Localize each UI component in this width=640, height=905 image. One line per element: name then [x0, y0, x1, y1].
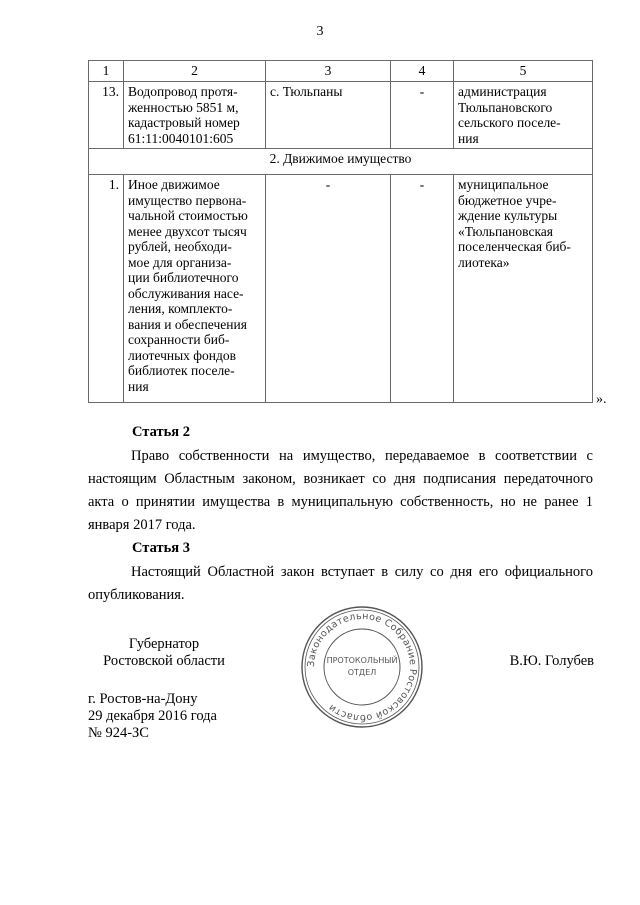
table-row	[89, 82, 593, 149]
seal-center-line2: ОТДЕЛ	[347, 668, 377, 677]
section-title: 2. Движимое имущество	[89, 149, 593, 175]
column-header: 1	[89, 61, 124, 82]
article-3-title: Статья 3	[132, 540, 190, 556]
property-col4: -	[391, 175, 454, 403]
table-row	[89, 175, 593, 403]
property-holder: администрация Тюльпановского сельского поселе- ния	[454, 82, 593, 149]
property-name: Иное движимое имущество первона- чальной стоимостью менее двухсот тысяч рублей, необходи- мое для организа- ции библиотечного обслуживания насе- ления, комплекто- вания и обеспечения сохранности биб- лиотечных фондов библиотек поселе- ния	[124, 175, 266, 403]
page-number: 3	[316, 24, 324, 39]
article-2-title: Статья 2	[132, 424, 190, 440]
signatory-name: В.Ю. Голубев	[509, 653, 594, 669]
column-header: 5	[454, 61, 593, 82]
seal-ring-text: Законодательное Собрание Ростовской области	[305, 610, 419, 724]
signatory-title: Губернатор Ростовской области	[103, 636, 225, 669]
property-location: -	[266, 175, 391, 403]
seal-stamp-icon	[297, 602, 427, 732]
property-holder: муниципальное бюджетное учре- ждение культуры «Тюльпановская поселенческая биб- лиотека»	[454, 175, 593, 403]
table-closing-mark: ».	[596, 392, 607, 407]
place-date-block	[88, 691, 217, 742]
table-header-row	[89, 61, 593, 82]
place: г. Ростов-на-Дону	[88, 691, 198, 707]
article-3-text: Настоящий Областной закон вступает в силу со дня его официального опубликования.	[88, 564, 593, 603]
row-number: 13.	[89, 82, 124, 149]
law-number: № 924-ЗС	[88, 725, 149, 741]
section-row	[89, 149, 593, 175]
property-name: Водопровод протя- женностью 5851 м, кадастровый номер 61:11:0040101:605	[124, 82, 266, 149]
seal-center-line1: ПРОТОКОЛЬНЫЙ	[326, 656, 398, 665]
row-number: 1.	[89, 175, 124, 403]
date: 29 декабря 2016 года	[88, 708, 217, 724]
column-header: 4	[391, 61, 454, 82]
property-table	[88, 60, 593, 403]
column-header: 3	[266, 61, 391, 82]
svg-text:Законодательное Собрание Росто	[306, 611, 418, 723]
property-col4: -	[391, 82, 454, 149]
column-header: 2	[124, 61, 266, 82]
property-location: с. Тюльпаны	[266, 82, 391, 149]
article-2-text: Право собственности на имущество, передаваемое в соответствии с настоящим Областным законом, возникает со дня подписания передаточного акта о принятии имущества в муниципальную собственность, но не ранее 1 января 2017 года.	[88, 448, 593, 533]
